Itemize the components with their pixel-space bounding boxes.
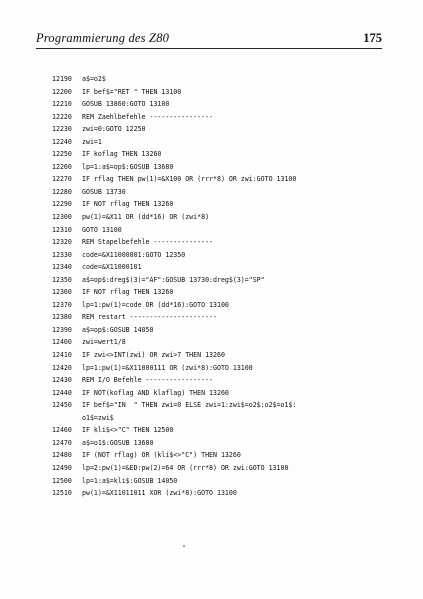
line-number: 12490 xyxy=(52,463,72,472)
line-code: a$=o2$ xyxy=(82,75,106,83)
code-line xyxy=(52,286,392,299)
code-line xyxy=(52,449,392,462)
code-line xyxy=(52,148,392,161)
line-number: 12420 xyxy=(52,363,72,372)
line-number: 12270 xyxy=(52,175,72,184)
code-line xyxy=(52,362,392,375)
code-line xyxy=(52,136,392,149)
page-header xyxy=(36,30,382,49)
code-line xyxy=(52,349,392,362)
line-code: o1$=zwi$ xyxy=(82,413,114,422)
line-code: pw(1)=&X11011011 XOR (zwi*8):GOTO 13100 xyxy=(82,489,237,498)
line-code: GOSUB 13730 xyxy=(82,187,126,196)
line-number: 12440 xyxy=(52,388,72,397)
code-line xyxy=(52,249,392,262)
line-code: IF NOT(koflag AND klaflag) THEN 13260 xyxy=(82,388,229,397)
code-line xyxy=(52,336,392,349)
line-number: 12310 xyxy=(52,225,72,234)
line-number: 12230 xyxy=(52,125,72,134)
scan-speck xyxy=(183,545,185,547)
code-line xyxy=(52,123,392,136)
line-number: 12190 xyxy=(52,75,72,83)
line-code: REM restart ---------------------- xyxy=(82,313,217,322)
code-line xyxy=(52,211,392,224)
line-number: 12330 xyxy=(52,250,72,259)
code-line xyxy=(52,324,392,337)
line-code: a$=op$:dreg$(3)="AF":GOSUB 13730:dreg$(3)="SP" xyxy=(82,275,265,284)
line-number: 12300 xyxy=(52,213,72,222)
line-number: 12390 xyxy=(52,325,72,334)
code-line xyxy=(52,424,392,437)
line-code: GOSUB 13860:GOTO 13100 xyxy=(82,100,170,109)
line-code: zwi=1 xyxy=(82,137,102,146)
line-number: 12460 xyxy=(52,426,72,435)
code-line xyxy=(52,487,392,500)
line-code: a$=op$:GOSUB 14050 xyxy=(82,325,154,334)
code-line xyxy=(52,161,392,174)
code-line xyxy=(52,86,392,99)
code-line xyxy=(52,98,392,111)
line-number: 12290 xyxy=(52,200,72,209)
line-code: IF koflag THEN 13260 xyxy=(82,150,162,159)
line-number: 12350 xyxy=(52,275,72,284)
line-code: IF (NOT rflag) OR (kli$<>"C") THEN 13260 xyxy=(82,451,241,460)
line-number: 12510 xyxy=(52,489,72,498)
line-code: code=&X11000001:GOTO 12350 xyxy=(82,250,186,259)
line-code: IF NOT rflag THEN 13260 xyxy=(82,200,174,209)
line-number: 12210 xyxy=(52,100,72,109)
line-code: lp=2:pw(1)=&ED:pw(2)=64 OR (rrr*8) OR zwi:GOTO 13100 xyxy=(82,463,289,472)
line-code: lp=1:a$=kli$:GOSUB 14050 xyxy=(82,476,178,485)
line-code: zwi=0:GOTO 12250 xyxy=(82,125,146,134)
line-number: 12430 xyxy=(52,376,72,385)
code-line xyxy=(52,198,392,211)
line-code: lp=1:pw(1)=&X11000111 OR (zwi*8):GOTO 13100 xyxy=(82,363,253,372)
line-number: 12250 xyxy=(52,150,72,159)
line-code: REM I/O Befehle ----------------- xyxy=(82,376,214,385)
code-line xyxy=(52,224,392,237)
code-line xyxy=(52,387,392,400)
line-number: 12280 xyxy=(52,187,72,196)
line-number: 12410 xyxy=(52,351,72,360)
line-code: IF kli$<>"C" THEN 12500 xyxy=(82,426,174,435)
code-line xyxy=(52,462,392,475)
line-number: 12320 xyxy=(52,238,72,247)
line-code: REM Stapelbefehle --------------- xyxy=(82,238,214,247)
page-title: Programmierung des Z80 xyxy=(36,31,170,45)
line-number: 12200 xyxy=(52,87,72,96)
line-number: 12360 xyxy=(52,288,72,297)
code-line xyxy=(52,412,392,425)
line-code: code=&X11000101 xyxy=(82,263,142,272)
code-line xyxy=(52,274,392,287)
line-number: 12260 xyxy=(52,162,72,171)
line-number: 12370 xyxy=(52,300,72,309)
code-line xyxy=(52,374,392,387)
code-line xyxy=(52,236,392,249)
code-line xyxy=(52,475,392,488)
line-code: IF zwi<>INT(zwi) OR zwi>7 THEN 13260 xyxy=(82,351,225,360)
line-number: 12500 xyxy=(52,476,72,485)
line-code: lp=1:a$=op$:GOSUB 13680 xyxy=(82,162,174,171)
line-code: IF bef$="RET " THEN 13100 xyxy=(82,87,182,96)
line-number: 12220 xyxy=(52,112,72,121)
line-code: GOTO 13100 xyxy=(82,225,122,234)
line-code: IF NOT rflag THEN 13260 xyxy=(82,288,174,297)
code-line xyxy=(52,111,392,124)
line-code: IF bef$="IN " THEN zwi=0 ELSE zwi=1:zwi$=o2$:o2$=o1$: xyxy=(82,401,297,410)
basic-listing xyxy=(52,73,392,500)
line-number: 12240 xyxy=(52,137,72,146)
line-code: lp=1:pw(1)=code OR (dd*16):GOTO 13100 xyxy=(82,300,229,309)
line-number: 12470 xyxy=(52,438,72,447)
line-code: REM Zaehlbefehle ---------------- xyxy=(82,112,214,121)
line-number: 12340 xyxy=(52,263,72,272)
line-number: 12480 xyxy=(52,451,72,460)
line-code: zwi=wert1/8 xyxy=(82,338,126,347)
code-line xyxy=(52,73,392,86)
line-code: a$=o1$:GOSUB 13680 xyxy=(82,438,154,447)
line-number: 12400 xyxy=(52,338,72,347)
line-code: IF rflag THEN pw(1)=&X100 OR (rrr*8) OR zwi:GOTO 13100 xyxy=(82,175,297,184)
line-number: 12380 xyxy=(52,313,72,322)
page-number: 175 xyxy=(363,31,382,45)
line-code: pw(1)=&X11 OR (dd*16) OR (zwi*8) xyxy=(82,213,210,222)
code-line xyxy=(52,186,392,199)
code-line xyxy=(52,399,392,412)
code-line xyxy=(52,261,392,274)
code-line xyxy=(52,173,392,186)
code-line xyxy=(52,437,392,450)
code-line xyxy=(52,311,392,324)
code-line xyxy=(52,299,392,312)
line-number: 12450 xyxy=(52,401,72,410)
